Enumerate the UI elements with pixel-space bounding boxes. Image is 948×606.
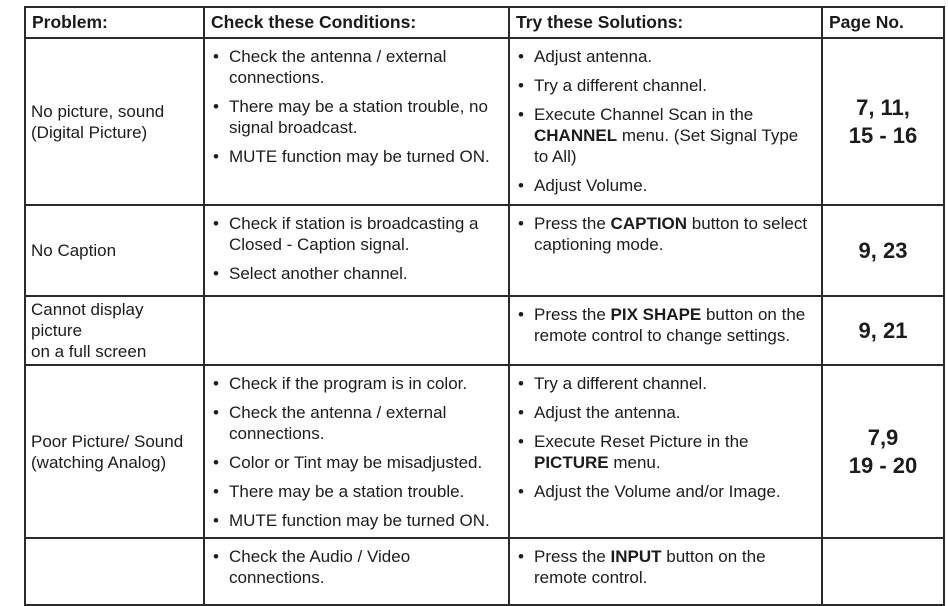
page-number: 9, 23 — [858, 237, 908, 263]
problem-text: (Digital Picture) — [31, 122, 148, 142]
page-number-cell — [822, 38, 944, 205]
page-number: 9, 21 — [858, 317, 908, 343]
solution-text: button on the remote control to change settings. — [534, 305, 806, 345]
solution-keyword: PIX SHAPE — [610, 305, 702, 324]
conditions-list — [211, 46, 504, 167]
solution-item — [516, 431, 817, 473]
solution-keyword: PICTURE — [534, 453, 609, 472]
condition-item: • MUTE function may be turned ON. — [211, 510, 504, 531]
solution-item — [516, 546, 817, 588]
problem-text: No Caption — [31, 241, 117, 260]
solution-keyword: CHANNEL — [534, 126, 618, 145]
solution-text: Adjust antenna. — [534, 47, 653, 66]
page-number-cell — [822, 296, 944, 365]
solutions-list — [516, 546, 817, 588]
conditions-cell — [204, 38, 509, 205]
condition-item: • Check the antenna / external connections. — [211, 402, 504, 444]
problem-text: Cannot display picture — [31, 300, 144, 340]
page-number: 15 - 16 — [848, 122, 918, 148]
conditions-cell — [204, 205, 509, 296]
header-row — [25, 7, 944, 38]
solutions-cell — [509, 296, 822, 365]
problem-cell — [25, 38, 204, 205]
condition-item: • Color or Tint may be misadjusted. — [211, 452, 504, 473]
solution-text: Press the — [534, 547, 611, 566]
page-number: 7,9 — [867, 424, 899, 450]
solutions-list — [516, 213, 817, 255]
solution-item — [516, 304, 817, 346]
solutions-cell — [509, 205, 822, 296]
problem-cell — [25, 205, 204, 296]
solution-item — [516, 104, 817, 167]
solution-text: Adjust the antenna. — [534, 403, 681, 422]
solution-item — [516, 213, 817, 255]
conditions-list — [211, 213, 504, 284]
solution-text: Adjust the Volume and/or Image. — [534, 482, 781, 501]
page-number-cell — [822, 538, 944, 605]
troubleshooting-table — [24, 6, 945, 606]
solution-text: Execute Reset Picture in the — [534, 432, 749, 451]
table-row — [25, 205, 944, 296]
solution-keyword: CAPTION — [610, 214, 688, 233]
page-number: 7, 11, — [856, 94, 910, 120]
condition-item: • There may be a station trouble, no signal broadcast. — [211, 96, 504, 138]
table-row — [25, 365, 944, 538]
solution-item — [516, 75, 817, 96]
table-row — [25, 296, 944, 365]
solution-text: menu. — [608, 453, 661, 472]
condition-item: • Check if the program is in color. — [211, 373, 504, 394]
solutions-list — [516, 46, 817, 196]
solutions-list — [516, 304, 817, 346]
table-body — [25, 38, 944, 605]
solution-text: Adjust Volume. — [534, 176, 648, 195]
problem-cell — [25, 296, 204, 365]
problem-cell — [25, 365, 204, 538]
solution-keyword: INPUT — [610, 547, 662, 566]
solutions-list — [516, 373, 817, 502]
condition-item: • There may be a station trouble. — [211, 481, 504, 502]
solution-item — [516, 402, 817, 423]
header-problem: Problem: — [25, 7, 204, 38]
conditions-cell — [204, 538, 509, 605]
problem-text: on a full screen — [31, 342, 147, 361]
condition-item: • Check the Audio / Video connections. — [211, 546, 504, 588]
table-row — [25, 38, 944, 205]
solution-item — [516, 481, 817, 502]
condition-item: • MUTE function may be turned ON. — [211, 146, 504, 167]
page-number-cell — [822, 205, 944, 296]
conditions-list — [211, 373, 504, 531]
solution-text: Press the — [534, 214, 611, 233]
header-solutions: Try these Solutions: — [509, 7, 822, 38]
solution-item — [516, 175, 817, 196]
solution-text: Press the — [534, 305, 611, 324]
solution-text: Try a different channel. — [534, 374, 707, 393]
page-number-cell — [822, 365, 944, 538]
problem-text: No picture, sound — [31, 101, 165, 121]
problem-text: Poor Picture/ Sound — [31, 431, 184, 451]
solution-text: menu. (Set Signal Type to All) — [534, 126, 799, 166]
solutions-cell — [509, 365, 822, 538]
conditions-list — [211, 546, 504, 588]
condition-item: • Check the antenna / external connections. — [211, 46, 504, 88]
solutions-cell — [509, 538, 822, 605]
solution-item — [516, 46, 817, 67]
header-page: Page No. — [822, 7, 944, 38]
problem-text: (watching Analog) — [31, 452, 167, 472]
condition-item: • Check if station is broadcasting a Closed - Caption signal. — [211, 213, 504, 255]
solution-item — [516, 373, 817, 394]
conditions-cell — [204, 296, 509, 365]
solution-text: button on the remote control. — [534, 547, 766, 587]
conditions-cell — [204, 365, 509, 538]
condition-item: • Select another channel. — [211, 263, 504, 284]
header-conditions: Check these Conditions: — [204, 7, 509, 38]
problem-cell — [25, 538, 204, 605]
solution-text: Execute Channel Scan in the — [534, 105, 754, 124]
solution-text: button to select captioning mode. — [534, 214, 808, 254]
solutions-cell — [509, 38, 822, 205]
page-number: 19 - 20 — [848, 452, 918, 478]
solution-text: Try a different channel. — [534, 76, 707, 95]
table-row — [25, 538, 944, 605]
